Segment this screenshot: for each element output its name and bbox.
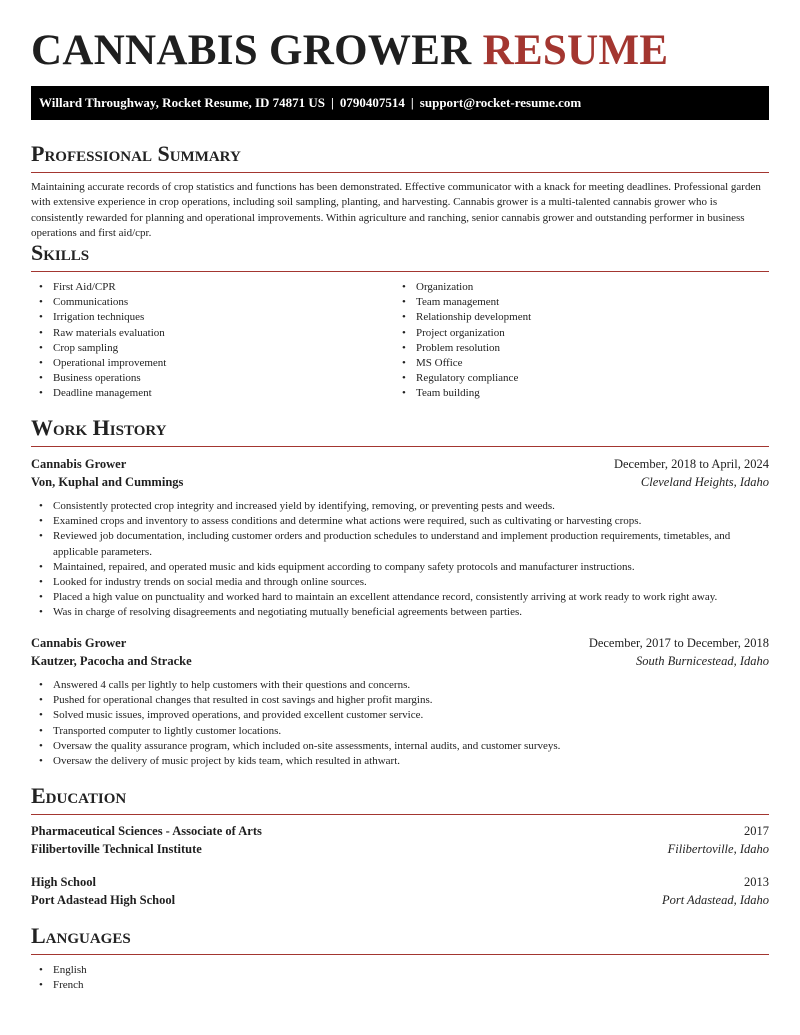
job-entry (31, 455, 769, 621)
title-main: CANNABIS GROWER (31, 27, 472, 74)
skill-item: • First Aid/CPR (31, 280, 391, 295)
job-company: Kautzer, Pacocha and Stracke (31, 654, 192, 668)
skill-item: • Irrigation techniques (31, 310, 391, 325)
education-location: Port Adastead, Idaho (661, 893, 769, 907)
education-entry (31, 873, 769, 909)
job-bullets (31, 499, 769, 621)
education-divider (31, 814, 769, 815)
job-title: Cannabis Grower (31, 636, 127, 650)
education-year: 2017 (744, 824, 769, 838)
skill-item: • Operational improvement (31, 356, 391, 371)
languages-divider (31, 954, 769, 955)
job-bullet: • Solved music issues, improved operations, and provided excellent customer service. (31, 708, 769, 723)
skill-item: • Deadline management (31, 386, 391, 401)
skill-item: • Communications (31, 295, 391, 310)
job-bullet: • Maintained, repaired, and operated music and kids equipment according to company safety protocols and manufacturer instructions. (31, 560, 769, 575)
job-bullet: • Examined crops and inventory to assess conditions and determine what actions were required, such as cultivating or harvesting crops. (31, 514, 769, 529)
contact-separator: | (331, 95, 334, 110)
resume-title (31, 28, 668, 74)
skill-item: • Project organization (394, 326, 754, 341)
language-item: • English (31, 963, 769, 978)
skill-item: • MS Office (394, 356, 754, 371)
education-year: 2013 (744, 875, 769, 889)
skills-left-list (31, 280, 391, 402)
education-school: Port Adastead High School (31, 893, 176, 907)
education-heading: Education (31, 783, 127, 808)
job-title: Cannabis Grower (31, 457, 127, 471)
summary-heading: Professional Summary (31, 141, 241, 166)
job-bullet: • Answered 4 calls per lightly to help customers with their questions and concerns. (31, 678, 769, 693)
education-entry (31, 822, 769, 858)
skill-item: • Team building (394, 386, 754, 401)
job-bullet: • Oversaw the delivery of music project by kids team, which resulted in athwart. (31, 754, 769, 769)
skill-item: • Team management (394, 295, 754, 310)
job-bullet: • Placed a high value on punctuality and worked hard to maintain an excellent attendance record, consistently arriving at work ready to work right away. (31, 590, 769, 605)
languages-list (31, 963, 769, 993)
job-entry (31, 634, 769, 769)
skill-item: • Regulatory compliance (394, 371, 754, 386)
title-accent: RESUME (482, 27, 669, 74)
job-bullet: • Oversaw the quality assurance program, which included on-site assessments, internal audits, and customer surveys. (31, 739, 769, 754)
job-bullet: • Pushed for operational changes that resulted in cost savings and higher profit margins. (31, 693, 769, 708)
contact-name-location: Willard Throughway, Rocket Resume, ID 74871 US (39, 95, 326, 110)
contact-phone: 0790407514 (339, 95, 405, 110)
skills-divider (31, 271, 769, 272)
skills-right-list (394, 280, 754, 402)
education-degree: High School (31, 875, 96, 889)
skill-item: • Problem resolution (394, 341, 754, 356)
contact-bar (31, 86, 769, 120)
job-bullet: • Consistently protected crop integrity and increased yield by identifying, removing, or preventing pests and weeds. (31, 499, 769, 514)
job-bullet: • Transported computer to lightly customer locations. (31, 724, 769, 739)
job-bullet: • Was in charge of resolving disagreements and negotiating mutually beneficial agreements between parties. (31, 605, 769, 620)
job-location: Cleveland Heights, Idaho (640, 475, 769, 489)
skill-item: • Relationship development (394, 310, 754, 325)
skill-item: • Raw materials evaluation (31, 326, 391, 341)
education-degree: Pharmaceutical Sciences - Associate of Arts (31, 824, 262, 838)
work-heading: Work History (31, 415, 167, 440)
language-item: • French (31, 978, 769, 993)
job-bullet: • Looked for industry trends on social media and through online sources. (31, 575, 769, 590)
education-school: Filibertoville Technical Institute (31, 842, 202, 856)
job-location: South Burnicestead, Idaho (636, 654, 769, 668)
skills-heading: Skills (31, 240, 90, 265)
summary-divider (31, 172, 769, 173)
job-dates: December, 2017 to December, 2018 (588, 636, 769, 650)
contact-email: support@rocket-resume.com (419, 95, 582, 110)
education-location: Filibertoville, Idaho (667, 842, 769, 856)
job-bullet: • Reviewed job documentation, including customer orders and production schedules to understand and implement production requirements, timetables, and applicable parameters. (31, 529, 769, 559)
skill-item: • Business operations (31, 371, 391, 386)
job-company: Von, Kuphal and Cummings (31, 475, 184, 489)
summary-text: Maintaining accurate records of crop statistics and functions has been demonstrated. Effective communicator with a knack for meeting deadlines. Professional garden with extensive experience in crop operations, including soil sampling, planting, and harvesting. Cannabis grower is a multi-talented cannabis grower who is consistently rewarded for planning and operational improvements. Within agriculture and ranching, senior cannabis grower and outstanding performer in business operations and first aid/cpr. (31, 181, 761, 240)
contact-separator: | (410, 95, 414, 110)
languages-heading: Languages (31, 923, 131, 948)
skill-item: • Organization (394, 280, 754, 295)
job-bullets (31, 678, 769, 769)
job-dates: December, 2018 to April, 2024 (613, 457, 769, 471)
skill-item: • Crop sampling (31, 341, 391, 356)
work-divider (31, 446, 769, 447)
